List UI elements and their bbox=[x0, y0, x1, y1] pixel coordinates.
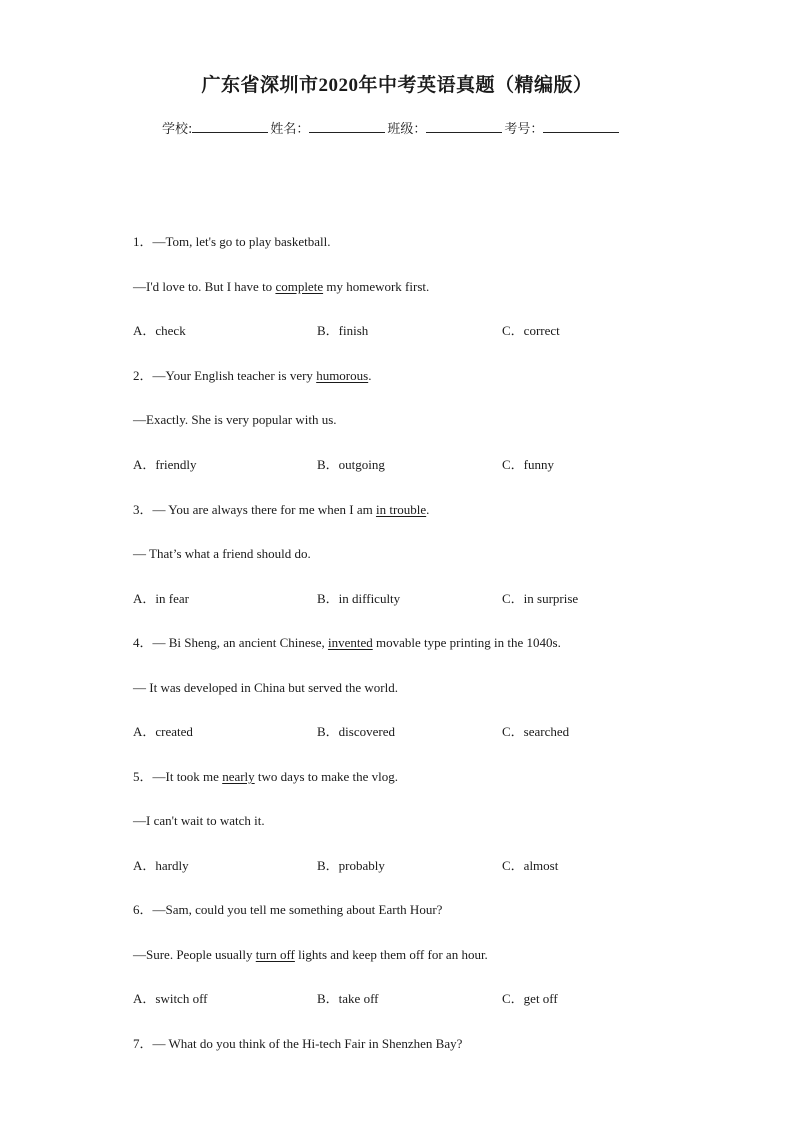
question-1-option-c[interactable]: C．correct bbox=[502, 323, 560, 338]
question-5-option-c[interactable]: C．almost bbox=[502, 858, 559, 873]
question-2-option-c[interactable]: C．funny bbox=[502, 457, 555, 472]
school-field[interactable] bbox=[192, 120, 268, 133]
question-3-option-a[interactable]: A．in fear bbox=[133, 591, 189, 606]
question-5-underlined: nearly bbox=[222, 769, 255, 784]
question-6-underlined: turn off bbox=[255, 947, 295, 962]
question-1-reply: —I'd love to. But I have to complete my homework first. bbox=[133, 279, 430, 294]
question-4-reply: — It was developed in China but served the world. bbox=[133, 680, 398, 695]
question-4-underlined: invented bbox=[327, 635, 373, 650]
question-2-reply: —Exactly. She is very popular with us. bbox=[133, 412, 337, 427]
question-1-option-a[interactable]: A．check bbox=[133, 323, 186, 338]
name-field[interactable] bbox=[309, 120, 385, 133]
question-4-option-a[interactable]: A．created bbox=[133, 724, 193, 739]
class-field[interactable] bbox=[426, 120, 502, 133]
question-2-option-b[interactable]: B．outgoing bbox=[317, 457, 385, 472]
question-4-option-c[interactable]: C．searched bbox=[502, 724, 570, 739]
page-title: 广东省深圳市2020年中考英语真题（精编版） bbox=[201, 75, 593, 96]
name-label: 姓名： bbox=[270, 122, 310, 137]
question-1-prompt: 1．—Tom, let's go to play basketball. bbox=[133, 234, 331, 249]
school-label: 学校: bbox=[162, 122, 193, 137]
question-4-prompt: 4．— Bi Sheng, an ancient Chinese, invented movable type printing in the 1040s. bbox=[133, 635, 561, 650]
question-2-option-a[interactable]: A．friendly bbox=[133, 457, 197, 472]
question-5-option-b[interactable]: B．probably bbox=[317, 858, 385, 873]
question-5-prompt: 5．—It took me nearly two days to make the vlog. bbox=[133, 769, 399, 784]
question-6-option-c[interactable]: C．get off bbox=[502, 991, 558, 1006]
question-2-prompt: 2．—Your English teacher is very humorous. bbox=[133, 368, 372, 383]
exam-no-field[interactable] bbox=[543, 120, 619, 133]
question-5-option-a[interactable]: A．hardly bbox=[133, 858, 189, 873]
question-6-option-b[interactable]: B．take off bbox=[317, 991, 379, 1006]
exam-no-label: 考号： bbox=[504, 122, 544, 137]
question-3-prompt: 3．— You are always there for me when I am in trouble. bbox=[133, 502, 430, 517]
question-6-reply: —Sure. People usually turn off lights and keep them off for an hour. bbox=[133, 947, 488, 962]
question-2-underlined: humorous bbox=[316, 368, 369, 383]
question-3-option-b[interactable]: B．in difficulty bbox=[317, 591, 401, 606]
question-3-underlined: in trouble bbox=[375, 502, 427, 517]
question-1-option-b[interactable]: B．finish bbox=[317, 323, 369, 338]
class-label: 班级： bbox=[387, 122, 427, 137]
question-1-underlined: complete bbox=[275, 279, 324, 294]
question-3-option-c[interactable]: C．in surprise bbox=[502, 591, 579, 606]
question-6-option-a[interactable]: A．switch off bbox=[133, 991, 208, 1006]
question-5-reply: —I can't wait to watch it. bbox=[133, 813, 265, 828]
question-6-prompt: 6．—Sam, could you tell me something about Earth Hour? bbox=[133, 902, 443, 917]
student-info bbox=[162, 118, 621, 137]
question-3-reply: — That’s what a friend should do. bbox=[133, 546, 311, 561]
question-7-prompt: 7．— What do you think of the Hi-tech Fair in Shenzhen Bay? bbox=[133, 1036, 463, 1051]
question-4-option-b[interactable]: B．discovered bbox=[317, 724, 395, 739]
